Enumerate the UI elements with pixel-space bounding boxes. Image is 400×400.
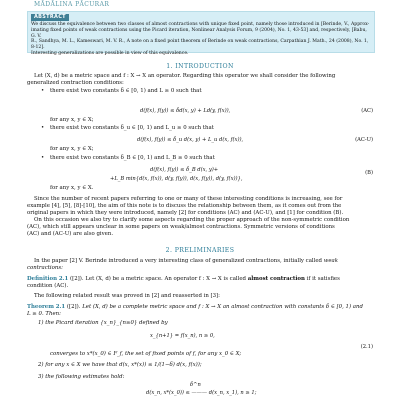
equation-2-1-label: (2.1) [360,344,373,350]
theorem-text-2: L ≥ 0. Then: [27,311,61,317]
abstract-line: imating fixed points of weak contractions using the Picard iteration, Nonlinear Analysis Forum, 9 (2004), No. 1, 43-53] and, respectively, [Babu, G. V. [31,27,367,39]
theorem-item-1: 1) the Picard iteration {x_n}_{n≥0} defined by [38,320,168,326]
abstract-box [27,11,375,56]
b-label: (B) [365,170,373,176]
definition-text-3: condition (AC). [27,283,69,289]
para-line-5: (AC), which still appears unclear in some papers on weak/almost contractions. Symmetric versions of conditions [27,224,335,230]
abstract-line: R., Sandhya, M. L., Kameswari, M. V. R., A note on a fixed point theorem of Berinde on weak contractions, Carpathian J. Math., 24 (2008), No. 1, 8-12]. [31,39,369,51]
para-line-1: Since the number of recent papers referring to one or many of these interesting conditions is increasing, see for [34,196,343,202]
section-title-preliminaries: 2. PRELIMINARIES [165,247,235,254]
definition-text-2: if it satisfies [306,276,340,282]
para-line-4: On this occasion we also try to clarify some aspects regarding the proper approach of the non-symmetric condition [34,217,350,223]
picard-equation: x_{n+1} = f(x_n), n ≥ 0, [150,333,215,339]
bullet-ac: • [41,88,45,94]
acu-condition-text: there exist two constants δ_u ∈ [0, 1) and L_u ≥ 0 such that [50,125,214,131]
definition-text-1: Let (X, d) be a metric space. An operator f : X → X is called [85,276,247,282]
abstract-line: Interesting generalizations are possible in view of this equivalence. [31,50,189,56]
abstract-text [31,22,371,57]
para-line-2: example [4], [5], [8]-[10], the aim of this note is to discuss the relationship between them, as it comes out from the [27,203,342,209]
b-condition-text: there exist two constants δ_B ∈ [0, 1) and L_B ≥ 0 such that [50,155,215,161]
theorem-ref: ([2]). [66,304,81,310]
para-line-6: (AC) and (AC-U) are also given. [27,231,114,237]
theorem-text-1: Let (X, d) be a complete metric space and f : X → X an almost contraction with constants δ ∈ [0, 1) and [82,304,363,310]
theorem-item-3: 3) the following estimates hold: [38,374,125,380]
ac-equation: d(f(x), f(y)) ≤ δd(x, y) + Ld(y, f(x)), [140,108,231,114]
following-result: The following related result was proved in [2] and reasserted in [3]: [34,293,220,299]
bullet-b: • [41,155,45,161]
section-title-introduction: 1. INTRODUCTION [166,63,234,70]
abstract-line: We discuss the equivalence between two classes of almost contractions with unique fixed point, namely those introduced in [Berinde, V., Approx- [31,22,370,27]
theorem-head: Theorem 2.1 [27,304,66,310]
prelim-intro-weak: weak [323,258,339,264]
intro-line-1: Let (X, d) be a metric space and f : X → X an operator. Regarding this operator we shall consider the following [34,73,336,79]
acu-equation: d(f(x), f(y)) ≤ δ_u d(x, y) + L_u d(x, f(x)), [137,137,244,143]
acu-label: (AC-U) [355,137,373,143]
para-line-3: original papers in which they were introduced, namely [2] for conditions (AC) and (AC-U), and [1] for condition (B). [27,210,344,216]
theorem-item-2: 2) for any x ∈ X we have that d(x, x*(x)) ≤ 1/(1−δ) d(x, f(x)); [38,362,202,368]
prelim-intro-line1 [34,258,379,265]
running-head-author: MĂDĂLINA PĂCURAR [34,1,110,8]
intro-line-2: generalized contraction conditions: [27,80,124,86]
theorem-2-1 [27,304,379,311]
ac-condition-text: there exist two constants δ ∈ [0, 1) and L ≥ 0 such that [50,88,202,94]
ac-label: (AC) [361,108,373,114]
theorem-item-1-converges: converges to x*(x_0) ∈ F_f, the set of fixed points of f, for any x_0 ∈ X; [50,351,242,357]
definition-ref: ([2]). [70,276,84,282]
b-equation-line1: d(f(x), f(y)) ≤ δ_B d(x, y)+ [150,167,219,173]
estimate-equation: d(x_n, x*(x_0)) ≤ ——— d(x_n, x_1), n ≥ 1; [146,390,257,396]
acu-for-any: for any x, y ∈ X; [50,146,94,152]
b-for-any: for any x, y ∈ X. [50,185,94,191]
prelim-intro-text: In the paper [2] V. Berinde introduced a very interesting class of generalized contractions, initially called [34,258,323,264]
ac-for-any: for any x, y ∈ X; [50,117,94,123]
bullet-acu: • [41,125,45,131]
prelim-intro-line2: contractions: [27,265,63,271]
b-equation-line2: +L_B min{d(x, f(x)), d(y, f(y)), d(x, f(y)), d(y, f(x))}, [110,176,243,182]
definition-head: Definition 2.1 [27,276,69,282]
definition-term: almost contraction [247,276,305,282]
definition-2-1 [27,276,379,283]
estimate-numerator: δ^n [190,382,201,388]
abstract-title: ABSTRACT [31,14,69,21]
